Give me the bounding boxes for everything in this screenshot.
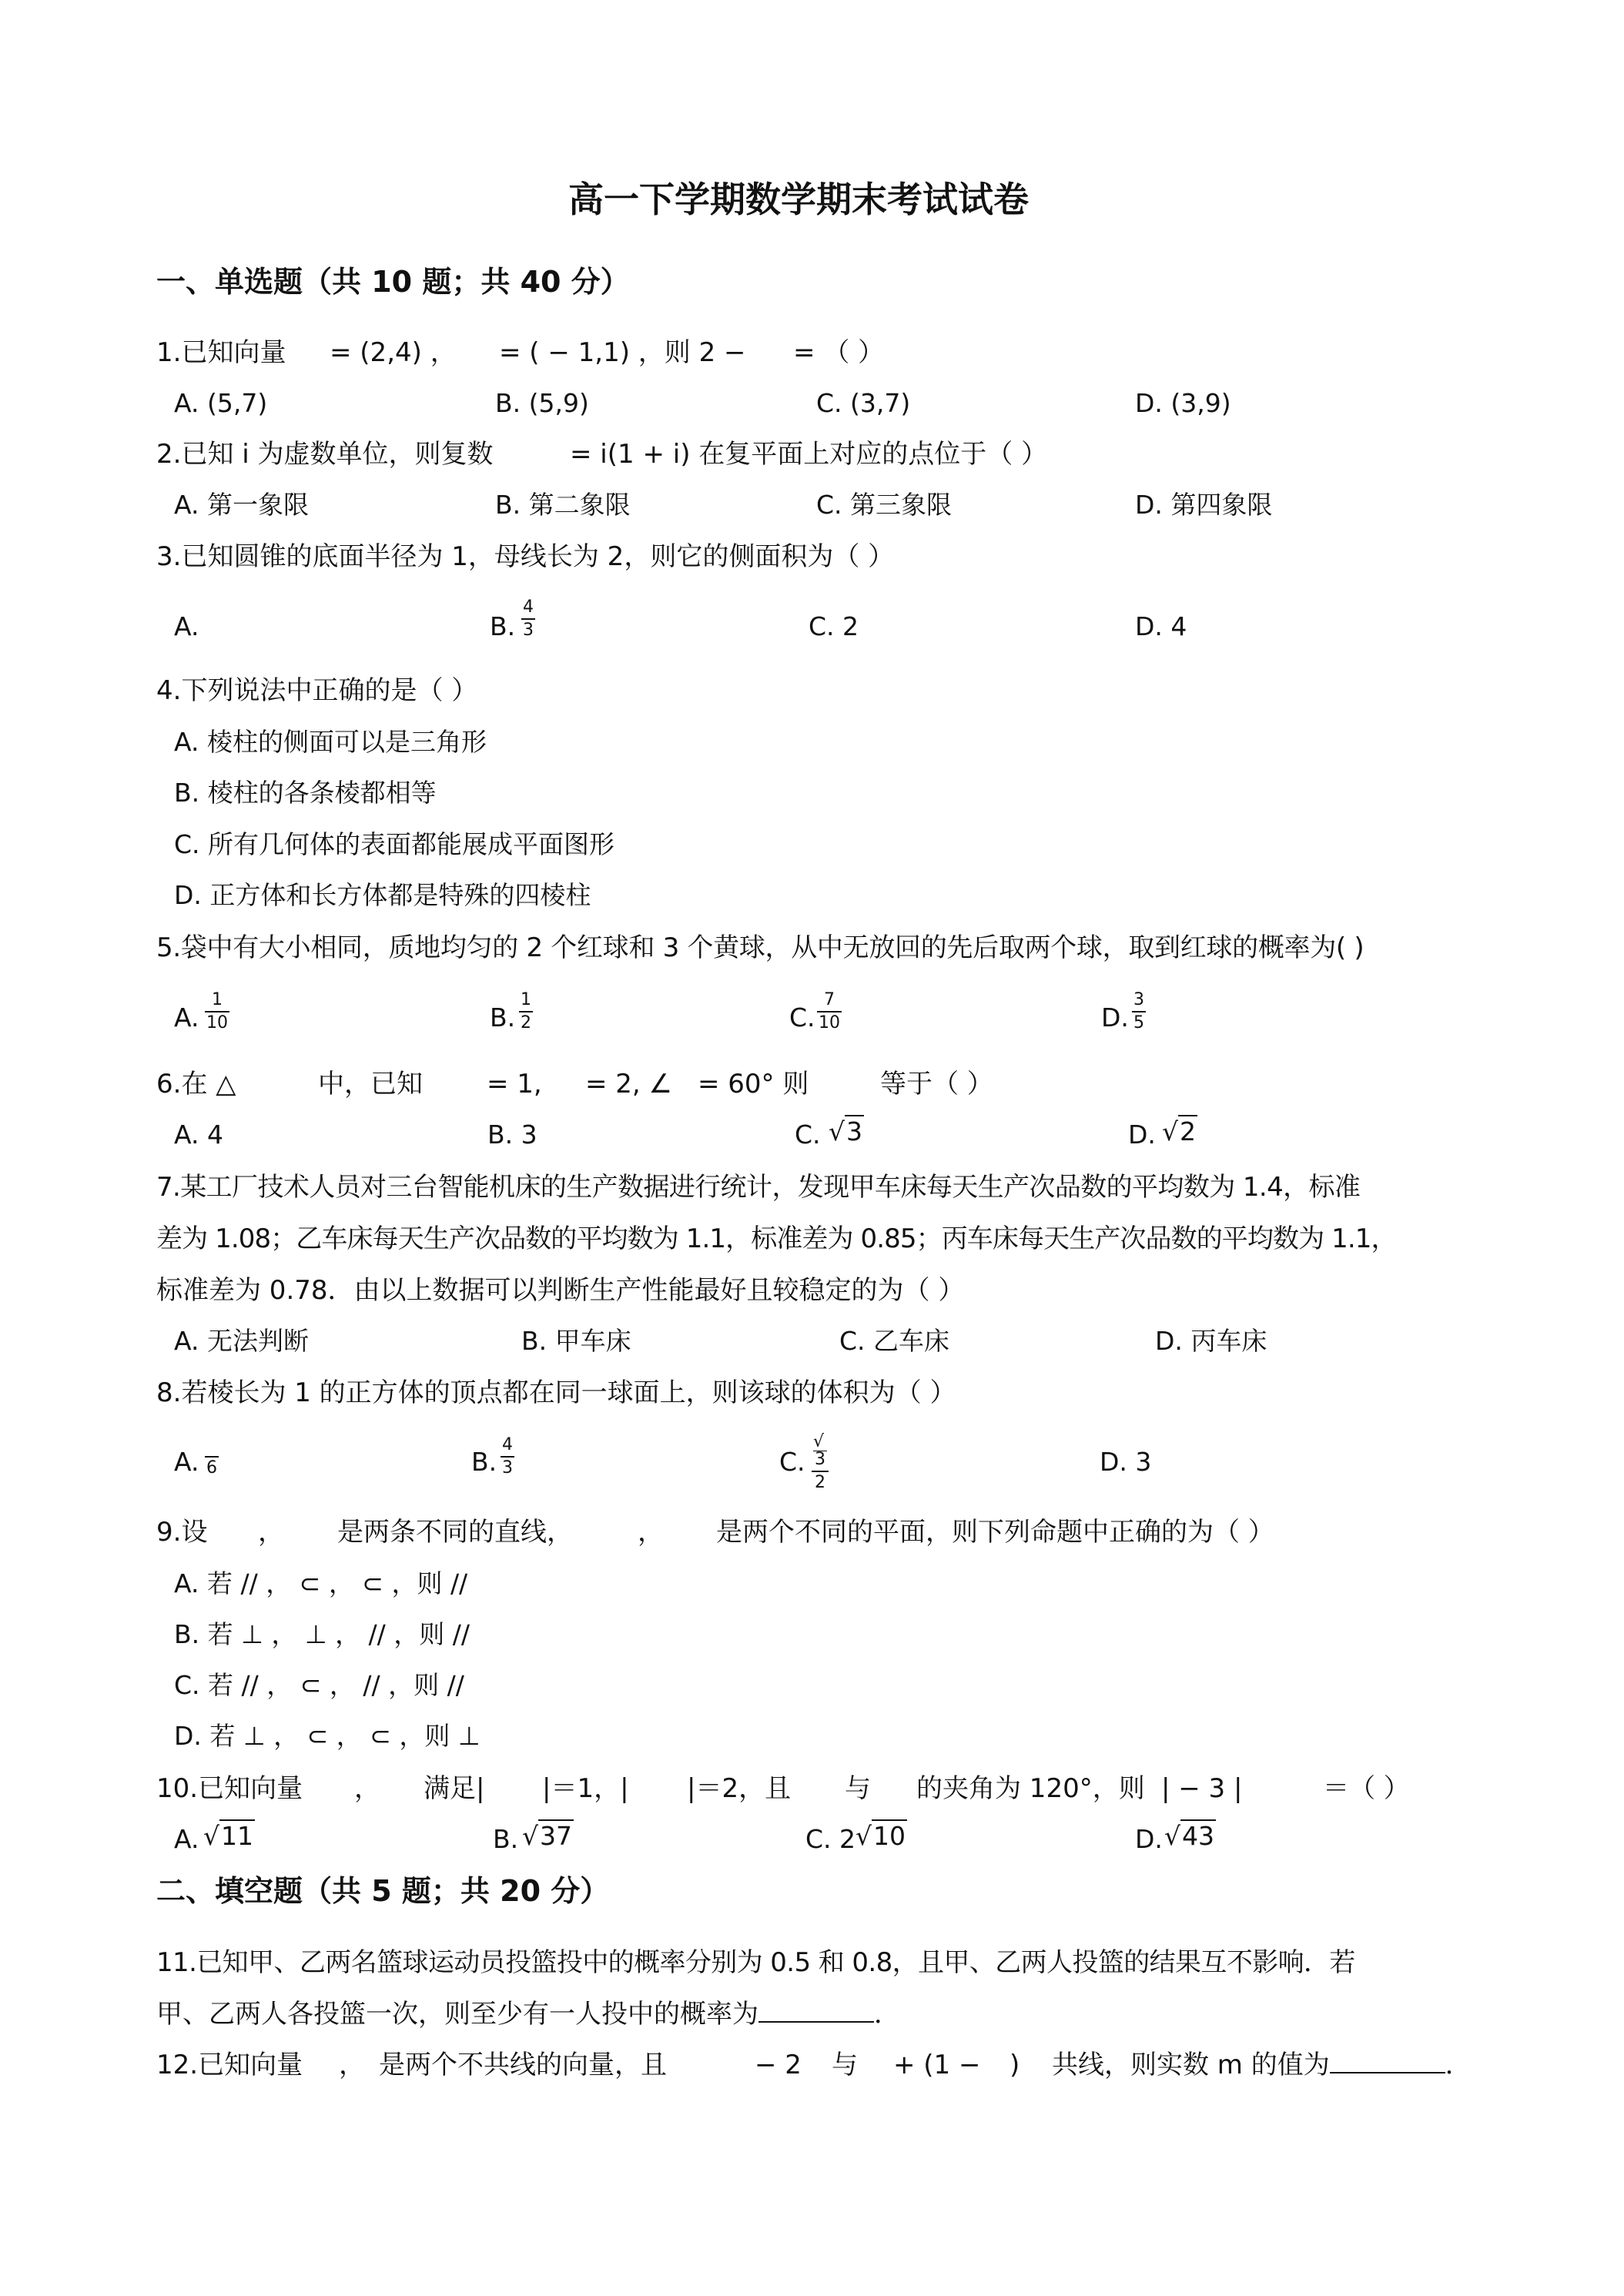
q2-stem-part: = i(1 + i) 在复平面上对应的点位于（ ） [570,439,1048,470]
q6-option-b[interactable]: B. 3 [487,1120,537,1150]
q1-stem-part: 1.已知向量 [156,337,286,368]
q12-stem-part: + (1 − [893,2050,981,2080]
q8-option-a-fraction [205,1437,219,1477]
q6-option-d[interactable]: D. [1128,1120,1156,1150]
q4-option-a[interactable]: A. 棱柱的侧面可以是三角形 [174,727,487,757]
q10-stem-part: ， [354,1773,380,1804]
q10-option-b[interactable]: B. [493,1824,519,1854]
fraction-numerator [210,1437,213,1454]
q9-stem-part: 9.设 [156,1517,208,1548]
q10-stem-part: | − 3 | [1161,1773,1243,1804]
fraction-denominator: 2 [815,1473,825,1492]
q4-option-b[interactable]: B. 棱柱的各条棱都相等 [174,778,437,808]
q9-option-d[interactable]: D. 若 ⊥ ， ⊂ ， ⊂ ，则 ⊥ [174,1721,481,1751]
q11-stem-text: 甲、乙两人各投篮一次，则至少有一人投中的概率为 [156,1999,758,2030]
q5-option-d[interactable]: D. [1101,1002,1129,1033]
q6-stem-part: 6.在 △ [156,1069,236,1099]
q7-option-a[interactable]: A. 无法判断 [174,1326,309,1356]
q10-stem-part: |＝2，且 [687,1773,792,1804]
q6-stem-part: 等于（ ） [880,1069,993,1099]
q12-stem-part: ) [1010,2050,1020,2080]
q10-option-b-sqrt: √37 [522,1821,573,1851]
q6-stem-part: = 2, ∠ [585,1069,673,1099]
q3-option-d[interactable]: D. 4 [1135,611,1187,641]
q3-option-b[interactable]: B. [490,611,516,641]
fraction-numerator: 7 [824,990,835,1009]
q3-option-c[interactable]: C. 2 [809,611,859,641]
q11-stem-line: 11.已知甲、乙两名篮球运动员投篮投中的概率分别为 0.5 和 0.8，且甲、乙两人投篮的结果互不影响．若 [156,1947,1355,1978]
q9-option-c[interactable]: C. 若 // ， ⊂ ， // ，则 // [174,1670,464,1700]
q3-option-a[interactable]: A. [174,611,199,641]
q5-option-a[interactable]: A. [174,1002,199,1033]
q2-stem-part: 2.已知 i 为虚数单位，则复数 [156,439,494,470]
q9-option-a[interactable]: A. 若 // ， ⊂ ， ⊂ ，则 // [174,1568,468,1598]
q1-stem-part: = (2,4) ， [330,337,457,368]
q6-option-c[interactable]: C. [795,1120,821,1150]
fraction-denominator: 3 [502,1458,513,1478]
radicand: 3 [846,1116,863,1146]
q12-stem-part: 与 [832,2050,858,2080]
q12-stem-part: − 2 [755,2050,802,2080]
q5-option-b[interactable]: B. [490,1002,516,1033]
q5-option-c-fraction [817,992,842,1032]
radicand: 43 [1182,1821,1215,1851]
q6-stem-part: = 1, [487,1069,542,1099]
fraction-numerator: 3 [1133,990,1144,1009]
q12-stem-part: 是两个不共线的向量，且 [379,2050,667,2080]
q12-stem-part: ， [339,2050,365,2080]
q10-option-a-sqrt: √11 [203,1821,254,1851]
q7-stem-line: 标准差为 0.78．由以上数据可以判断生产性能最好且较稳定的为（ ） [156,1275,965,1306]
q10-stem-part: ＝（ ） [1323,1773,1410,1804]
q11-stem-end: ． [874,1999,900,2030]
q3-stem: 3.已知圆锥的底面半径为 1，母线长为 2，则它的侧面积为（ ） [156,541,895,572]
q1-stem-part: = （ ） [793,337,885,368]
q10-option-d[interactable]: D. [1135,1824,1163,1854]
q2-option-a[interactable]: A. 第一象限 [174,490,309,520]
radicand: 37 [540,1821,573,1851]
q2-option-c[interactable]: C. 第三象限 [816,490,953,520]
q12-stem-part: 12.已知向量 [156,2050,303,2080]
q12-stem-text: 共线，则实数 m 的值为 [1052,2050,1330,2080]
q1-option-d[interactable]: D. (3,9) [1135,388,1231,418]
q9-stem-part: 是两个不同的平面，则下列命题中正确的为（ ） [716,1517,1274,1548]
radicand: 11 [221,1821,254,1851]
q7-stem-line: 7.某工厂技术人员对三台智能机床的生产数据进行统计，发现甲车床每天生产次品数的平均数为 1.4，标准 [156,1172,1361,1203]
section-header-fill-in: 二、填空题（共 5 题；共 20 分） [156,1874,610,1908]
q8-option-a[interactable]: A. [174,1447,199,1477]
fraction-numerator: 4 [502,1435,513,1454]
q9-stem-part: ， [638,1517,664,1548]
q10-stem-part: 满足| [424,1773,485,1804]
q6-option-d-sqrt: √2 [1162,1116,1197,1146]
fraction-denominator: 5 [1133,1013,1144,1033]
fraction-denominator: 3 [523,621,534,640]
q9-option-b[interactable]: B. 若 ⊥ ， ⊥ ， // ，则 // [174,1619,470,1649]
q6-option-a[interactable]: A. 4 [174,1120,223,1150]
q6-stem-part: = 60° 则 [698,1069,809,1099]
fraction-denominator: 2 [521,1013,531,1033]
radicand: 3 [815,1450,825,1469]
fraction-denominator: 6 [206,1458,217,1478]
q1-option-c[interactable]: C. (3,7) [816,388,911,418]
q10-option-c-sqrt: √10 [856,1821,906,1851]
q5-stem: 5.袋中有大小相同，质地均匀的 2 个红球和 3 个黄球，从中无放回的先后取两个球，取到红球的概率为( ) [156,932,1364,963]
q3-option-b-fraction [521,599,535,639]
radicand: 10 [873,1821,906,1851]
q1-option-b[interactable]: B. (5,9) [495,388,589,418]
radicand: 2 [1180,1116,1197,1146]
section-header-single-choice: 一、单选题（共 10 题；共 40 分） [156,265,630,299]
q8-option-c-fraction [812,1434,829,1491]
q11-answer-blank[interactable] [758,2001,874,2023]
q10-stem-part: 的夹角为 120°，则 [916,1773,1145,1804]
q5-option-a-fraction [205,992,229,1032]
fraction-numerator: √ 3 [813,1432,825,1469]
q5-option-d-fraction [1132,992,1146,1032]
q4-stem: 4.下列说法中正确的是（ ） [156,675,478,706]
fraction-denominator: 10 [819,1013,840,1033]
q7-option-b[interactable]: B. 甲车床 [521,1326,631,1356]
q10-stem-part: 与 [845,1773,871,1804]
q5-option-c[interactable]: C. [789,1002,815,1033]
q6-stem-part: 中，已知 [318,1069,423,1099]
q2-option-b[interactable]: B. 第二象限 [495,490,631,520]
fraction-denominator: 10 [206,1013,228,1033]
q9-stem-part: ， [258,1517,284,1548]
q12-answer-blank[interactable] [1330,2052,1445,2073]
q4-option-c[interactable]: C. 所有几何体的表面都能展成平面图形 [174,829,615,859]
fraction-numerator: 1 [521,990,531,1009]
q4-option-d[interactable]: D. 正方体和长方体都是特殊的四棱柱 [174,880,591,910]
q7-stem-line: 差为 1.08；乙车床每天生产次品数的平均数为 1.1，标准差为 0.85；丙车床每天生产次品数的平均数为 1.1， [156,1223,1397,1254]
q8-stem: 8.若棱长为 1 的正方体的顶点都在同一球面上，则该球的体积为（ ） [156,1377,956,1408]
q11-stem-line [156,1999,900,2030]
q7-option-d[interactable]: D. 丙车床 [1155,1326,1267,1356]
q1-stem-part: = ( − 1,1) ，则 2 − [499,337,746,368]
q8-option-b[interactable]: B. [471,1447,497,1477]
q10-option-d-sqrt: √43 [1164,1821,1215,1851]
q10-stem-part: |＝1，| [542,1773,629,1804]
q10-option-c[interactable]: C. 2 [805,1824,856,1854]
q8-option-d[interactable]: D. 3 [1100,1447,1152,1477]
q7-option-c[interactable]: C. 乙车床 [839,1326,950,1356]
q8-option-c[interactable]: C. [779,1447,805,1477]
fraction-numerator: 4 [523,597,534,617]
q10-stem-part: 10.已知向量 [156,1773,303,1804]
q2-option-d[interactable]: D. 第四象限 [1135,490,1273,520]
q6-option-c-sqrt: √3 [829,1116,863,1146]
fraction-numerator: 1 [212,990,223,1009]
q10-option-a[interactable]: A. [174,1824,199,1854]
q12-stem-end: ． [1445,2050,1472,2080]
q12-stem-part [1052,2052,1472,2078]
q5-option-b-fraction [519,992,533,1032]
q9-stem-part: 是两条不同的直线， [337,1517,573,1548]
q1-option-a[interactable]: A. (5,7) [174,388,268,418]
q8-option-b-fraction [501,1437,514,1477]
exam-title: 高一下学期数学期末考试试卷 [568,179,1029,220]
